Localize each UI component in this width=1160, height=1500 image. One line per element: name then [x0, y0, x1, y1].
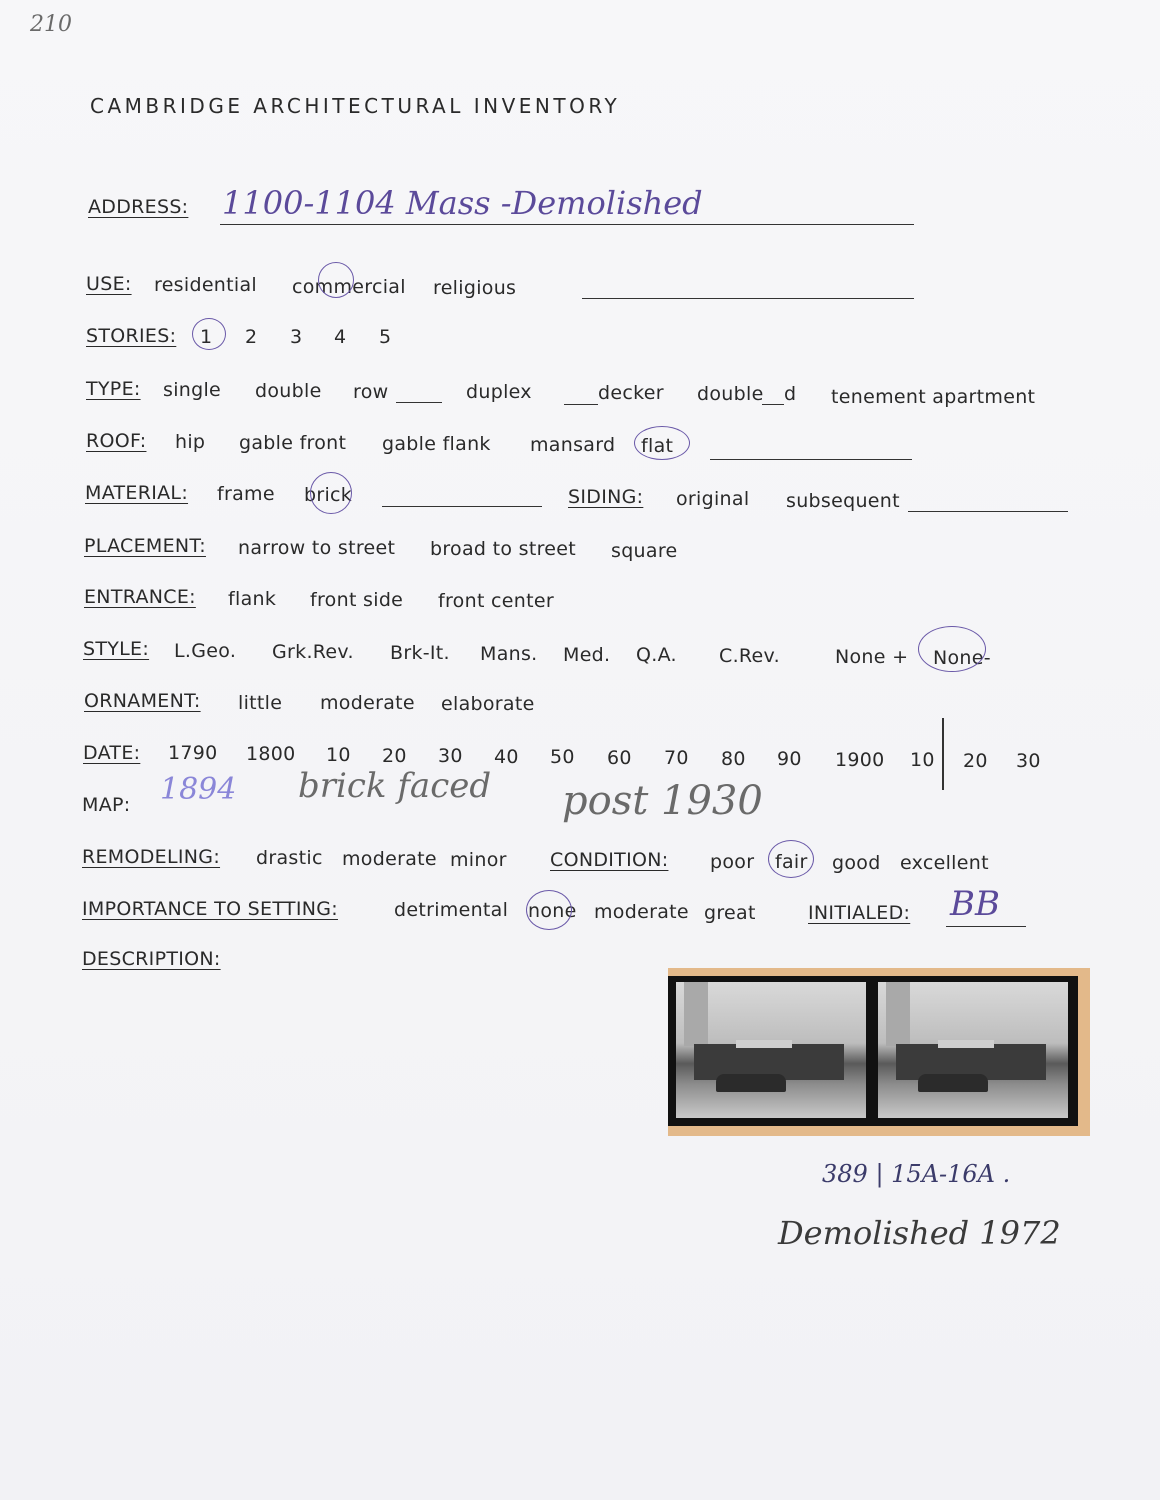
siding-option-original: original	[676, 488, 750, 510]
condition-selection-circle	[768, 840, 814, 878]
initialed-line	[946, 926, 1026, 927]
stories-option-3: 3	[290, 326, 303, 348]
date-option-90: 90	[777, 748, 802, 770]
address-line	[220, 224, 914, 225]
material-label: MATERIAL:	[85, 482, 189, 504]
form-title: CAMBRIDGE ARCHITECTURAL INVENTORY	[90, 94, 621, 118]
remodeling-label: REMODELING:	[82, 846, 221, 868]
stories-label: STORIES:	[86, 325, 177, 347]
type-option-tenement-apartment: tenement apartment	[831, 386, 1036, 408]
type-option-d: d	[784, 383, 797, 405]
importance-option-none: none	[528, 900, 577, 922]
condition-option-good: good	[832, 852, 881, 874]
use-selection-circle	[318, 262, 354, 298]
negative-strip	[668, 976, 1078, 1126]
importance-option-moderate: moderate	[594, 901, 689, 923]
use-option-commercial: commercial	[292, 276, 406, 298]
contact-photo-strip	[668, 968, 1090, 1136]
remodeling-option-moderate: moderate	[342, 848, 437, 870]
entrance-label: ENTRANCE:	[84, 586, 196, 608]
date-option-20: 20	[382, 745, 407, 767]
date-option-1920: 20	[963, 750, 988, 772]
address-value: 1100-1104 Mass -Demolished	[222, 184, 703, 222]
date-option-1800: 1800	[246, 743, 296, 765]
placement-label: PLACEMENT:	[84, 535, 206, 557]
placement-option-square: square	[611, 540, 678, 562]
photo-frame-right	[878, 982, 1068, 1118]
date-option-70: 70	[664, 747, 689, 769]
date-option-80: 80	[721, 748, 746, 770]
entrance-option-front-side: front side	[310, 589, 404, 611]
importance-option-great: great	[704, 902, 756, 924]
style-option-brkit: Brk-It.	[390, 642, 450, 664]
condition-option-fair: fair	[775, 851, 808, 873]
importance-selection-circle	[526, 890, 572, 930]
address-label: ADDRESS:	[88, 196, 189, 218]
type-option-row: row	[353, 381, 389, 403]
style-label: STYLE:	[83, 638, 150, 660]
date-option-1930: 30	[1016, 750, 1041, 772]
date-option-40: 40	[494, 746, 519, 768]
type-option-double: double	[255, 380, 322, 402]
style-option-none-minus: None-	[933, 647, 991, 669]
stories-option-1: 1	[200, 326, 213, 348]
demolished-note: Demolished 1972	[778, 1214, 1061, 1252]
material-option-brick: brick	[304, 484, 353, 506]
type-double-decker-line	[762, 404, 784, 405]
remodeling-option-minor: minor	[450, 849, 507, 871]
date-option-30: 30	[438, 745, 463, 767]
condition-option-poor: poor	[710, 851, 755, 873]
map-note-post-1930: post 1930	[562, 778, 763, 824]
condition-label: CONDITION:	[550, 849, 669, 871]
initialed-label: INITIALED:	[808, 902, 911, 924]
style-selection-circle	[918, 626, 986, 672]
date-option-10: 10	[326, 744, 351, 766]
use-option-residential: residential	[154, 274, 258, 296]
map-label: MAP:	[82, 794, 131, 816]
roof-option-gable-flank: gable flank	[382, 433, 491, 455]
style-option-grkrev: Grk.Rev.	[272, 641, 354, 663]
remodeling-option-drastic: drastic	[256, 847, 323, 869]
date-option-1790: 1790	[168, 742, 218, 764]
date-option-50: 50	[550, 746, 575, 768]
type-decker-line	[564, 404, 598, 405]
ornament-option-elaborate: elaborate	[441, 693, 535, 715]
stories-selection-circle	[192, 318, 226, 350]
style-option-crev: C.Rev.	[719, 645, 780, 667]
stories-option-5: 5	[379, 326, 392, 348]
ornament-option-moderate: moderate	[320, 692, 415, 714]
use-option-religious: religious	[433, 277, 517, 299]
initialed-value: BB	[950, 884, 1000, 924]
map-note-brick-faced: brick faced	[298, 766, 492, 806]
date-label: DATE:	[83, 742, 141, 764]
condition-option-excellent: excellent	[900, 852, 989, 874]
type-label: TYPE:	[86, 378, 141, 400]
use-label: USE:	[86, 273, 132, 295]
type-option-duplex: duplex	[466, 381, 532, 403]
type-option-decker: decker	[598, 382, 664, 404]
roof-option-hip: hip	[175, 431, 206, 453]
style-option-none-plus: None +	[835, 646, 909, 668]
placement-option-broad: broad to street	[430, 538, 577, 560]
roof-option-flat: flat	[641, 435, 674, 457]
siding-label: SIDING:	[568, 486, 644, 508]
stories-option-2: 2	[245, 326, 258, 348]
date-option-1900: 1900	[835, 749, 885, 771]
corner-note: 210	[30, 12, 72, 37]
roof-option-gable-front: gable front	[239, 432, 347, 454]
roof-other-line	[710, 459, 912, 460]
date-option-60: 60	[607, 747, 632, 769]
roof-selection-circle	[634, 426, 690, 460]
type-option-double-decker: double	[697, 383, 764, 405]
style-option-med: Med.	[563, 644, 611, 666]
entrance-option-front-center: front center	[438, 590, 554, 612]
siding-option-subsequent: subsequent	[786, 490, 900, 512]
ornament-option-little: little	[238, 692, 283, 714]
type-option-single: single	[163, 379, 222, 401]
use-other-line	[582, 298, 914, 299]
description-label: DESCRIPTION:	[82, 948, 221, 970]
date-option-1910: 10	[910, 749, 935, 771]
roof-label: ROOF:	[86, 430, 147, 452]
date-marker-stroke	[942, 718, 944, 790]
style-option-lgeo: L.Geo.	[174, 640, 237, 662]
stories-option-4: 4	[334, 326, 347, 348]
placement-option-narrow: narrow to street	[238, 537, 396, 559]
type-row-line	[396, 402, 442, 403]
importance-label: IMPORTANCE TO SETTING:	[82, 898, 338, 920]
entrance-option-flank: flank	[228, 588, 277, 610]
siding-other-line	[908, 511, 1068, 512]
style-option-mans: Mans.	[480, 643, 538, 665]
photo-frame-left	[676, 982, 866, 1118]
photo-reference-note: 389 | 15A-16A .	[822, 1160, 1011, 1188]
material-option-frame: frame	[217, 483, 275, 505]
roof-option-mansard: mansard	[530, 434, 616, 456]
material-other-line	[382, 506, 542, 507]
map-year: 1894	[160, 772, 237, 807]
style-option-qa: Q.A.	[636, 644, 677, 666]
material-selection-circle	[310, 472, 352, 514]
ornament-label: ORNAMENT:	[84, 690, 201, 712]
importance-option-detrimental: detrimental	[394, 899, 509, 921]
